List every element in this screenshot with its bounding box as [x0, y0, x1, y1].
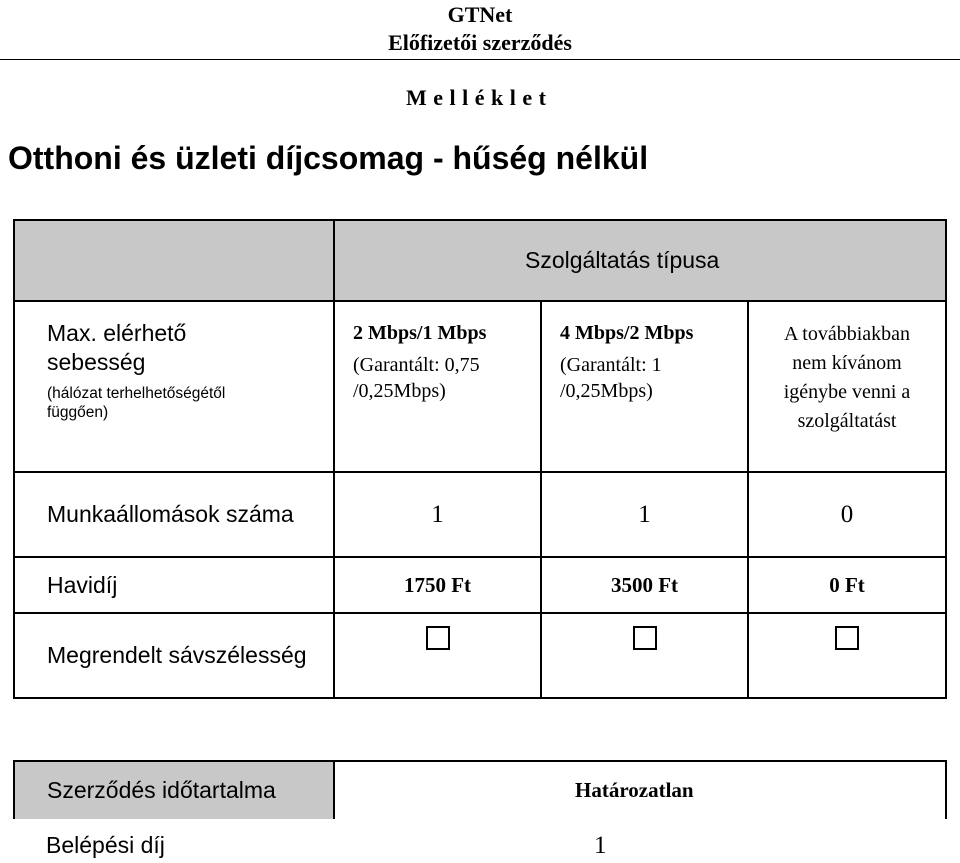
monthly-fee-2mbps: 1750 Ft [334, 557, 541, 613]
duration-label: Szerződés időtartalma [14, 761, 334, 819]
ordered-cell-none [748, 613, 946, 698]
document-type: Előfizetői szerződés [388, 30, 572, 55]
package-4mbps-speed: 4 Mbps/2 Mbps [560, 322, 694, 344]
package-4mbps-guaranteed: (Garantált: 1 /0,25Mbps) [560, 354, 662, 402]
package-none-label: A továbbiakban nem kívánom igénybe venni a szolgáltatást [783, 323, 911, 432]
monthly-fee-4mbps: 3500 Ft [541, 557, 748, 613]
speed-note: (hálózat terhelhetőségétől függően) [47, 385, 226, 421]
package-none [748, 301, 946, 472]
duration-value: Határozatlan [334, 761, 946, 819]
workstations-4mbps: 1 [541, 472, 748, 557]
package-4mbps [541, 301, 748, 472]
speed-label-cell [14, 301, 334, 472]
ordered-cell-2mbps [334, 613, 541, 698]
ordered-bandwidth-label: Megrendelt sávszélesség [14, 613, 334, 698]
checkbox-none[interactable] [835, 626, 859, 650]
monthly-fee-none: 0 Ft [748, 557, 946, 613]
table-corner [14, 220, 334, 301]
annex-title: M e l l é k l e t [406, 85, 547, 110]
workstations-none: 0 [748, 472, 946, 557]
package-2mbps [334, 301, 541, 472]
service-type-header: Szolgáltatás típusa [334, 220, 946, 301]
package-table [13, 219, 947, 699]
workstations-2mbps: 1 [334, 472, 541, 557]
checkbox-4mbps[interactable] [633, 626, 657, 650]
package-2mbps-guaranteed: (Garantált: 0,75 /0,25Mbps) [353, 354, 480, 402]
package-2mbps-speed: 2 Mbps/1 Mbps [353, 322, 487, 344]
entry-fee-value: 1 [594, 832, 607, 859]
header-divider [0, 59, 960, 60]
checkbox-2mbps[interactable] [426, 626, 450, 650]
speed-label: Max. elérhető sebesség [47, 320, 187, 375]
monthly-fee-label: Havidíj [14, 557, 334, 613]
page-title: Otthoni és üzleti díjcsomag - hűség nélkül [8, 140, 649, 176]
ordered-cell-4mbps [541, 613, 748, 698]
contract-table [13, 760, 947, 819]
company-name: GTNet [447, 2, 513, 27]
workstations-label: Munkaállomások száma [14, 472, 334, 557]
entry-fee-label: Belépési díj [46, 832, 165, 858]
